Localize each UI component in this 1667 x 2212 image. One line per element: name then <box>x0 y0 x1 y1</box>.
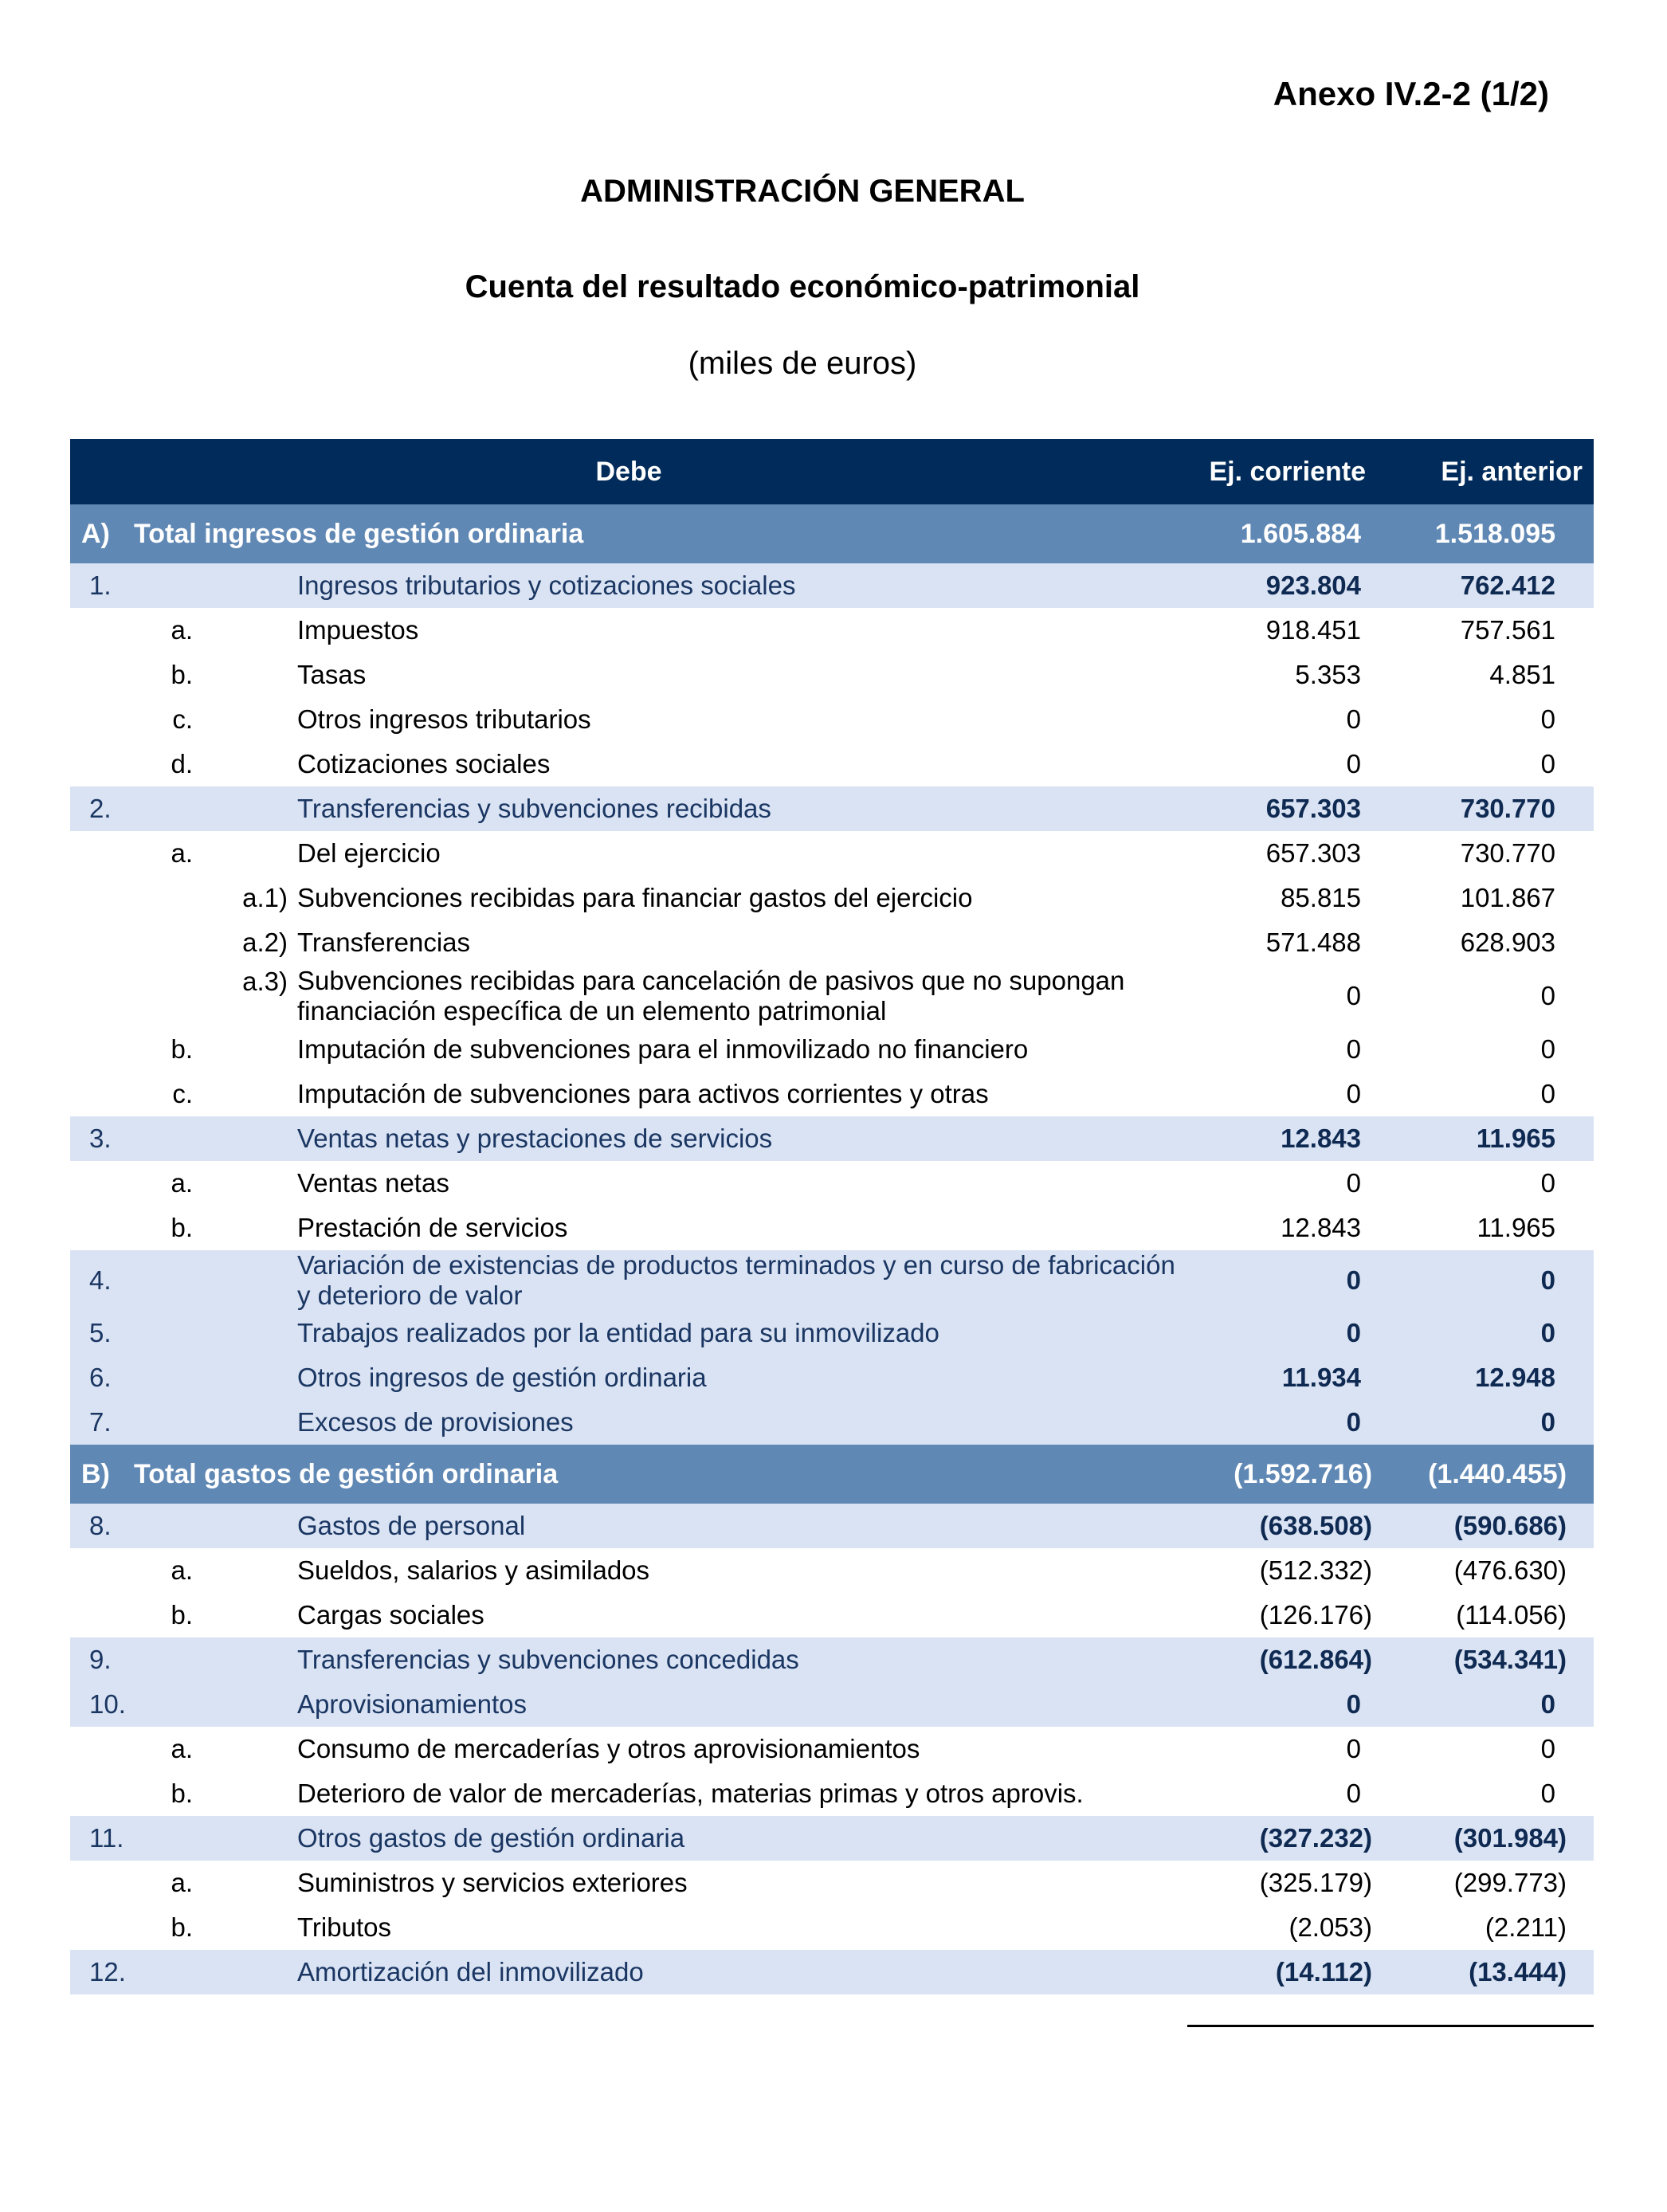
row-label: Subvenciones recibidas para cancelación de pasivos que no supongan financiación específica de un elemento patrimonial <box>297 965 1187 1027</box>
row-label: Cotizaciones sociales <box>297 742 1187 786</box>
value-previous: 0 <box>1382 697 1594 742</box>
row-code: 8. <box>70 1504 297 1548</box>
units-note: (miles de euros) <box>688 346 917 381</box>
table-row <box>70 1161 1594 1206</box>
value-previous: 757.561 <box>1382 608 1594 653</box>
value-previous: (13.444) <box>1382 1950 1594 1994</box>
value-previous: (590.686) <box>1382 1504 1594 1548</box>
value-previous: 0 <box>1382 1027 1594 1072</box>
value-current: 11.934 <box>1187 1355 1382 1400</box>
row-label: Transferencias <box>297 920 1187 965</box>
row-label: Imputación de subvenciones para activos corrientes y otras <box>297 1072 1187 1116</box>
value-previous: 730.770 <box>1382 831 1594 876</box>
row-code: a.1) <box>209 876 297 920</box>
row-label: Excesos de provisiones <box>297 1400 1187 1445</box>
table-row <box>70 786 1594 831</box>
value-current: 657.303 <box>1187 786 1382 831</box>
row-code: 5. <box>70 1311 297 1355</box>
value-previous: 11.965 <box>1382 1206 1594 1250</box>
value-current: 918.451 <box>1187 608 1382 653</box>
row-code: a. <box>129 1861 209 1905</box>
table-row <box>70 1905 1594 1950</box>
table-row <box>70 1116 1594 1161</box>
row-label: Deterioro de valor de mercaderías, materias primas y otros aprovis. <box>297 1771 1187 1816</box>
table-row <box>70 653 1594 697</box>
row-label: Transferencias y subvenciones concedidas <box>297 1637 1187 1682</box>
value-previous: 0 <box>1382 1072 1594 1116</box>
row-label: Ingresos tributarios y cotizaciones sociales <box>297 563 1187 608</box>
table-row <box>70 1816 1594 1861</box>
row-code: a. <box>129 608 209 653</box>
table-row <box>70 831 1594 876</box>
value-previous: 730.770 <box>1382 786 1594 831</box>
value-previous: 4.851 <box>1382 653 1594 697</box>
row-label: Aprovisionamientos <box>297 1682 1187 1727</box>
value-current: 1.605.884 <box>1187 504 1382 563</box>
row-label: Amortización del inmovilizado <box>297 1950 1187 1994</box>
table-header-row <box>70 439 1594 504</box>
value-previous: 762.412 <box>1382 563 1594 608</box>
value-current: 0 <box>1187 1072 1382 1116</box>
row-code: 2. <box>70 786 297 831</box>
table-row <box>70 1637 1594 1682</box>
table-row <box>70 608 1594 653</box>
table-row <box>70 1727 1594 1771</box>
value-current: (327.232) <box>1187 1816 1382 1861</box>
value-current: 0 <box>1187 1311 1382 1355</box>
annex-reference: Anexo IV.2-2 (1/2) <box>1273 75 1549 112</box>
row-label: Suministros y servicios exteriores <box>297 1861 1187 1905</box>
row-code: 4. <box>70 1250 297 1311</box>
row-code: B) <box>70 1445 129 1504</box>
row-label: Prestación de servicios <box>297 1206 1187 1250</box>
table-row <box>70 1861 1594 1905</box>
row-code: a.2) <box>209 920 297 965</box>
value-current: (14.112) <box>1187 1950 1382 1994</box>
value-current: (512.332) <box>1187 1548 1382 1593</box>
row-code: b. <box>129 1771 209 1816</box>
value-previous: 0 <box>1382 1250 1594 1311</box>
value-current: (638.508) <box>1187 1504 1382 1548</box>
value-current: 0 <box>1187 1027 1382 1072</box>
value-previous: 0 <box>1382 742 1594 786</box>
table-row <box>70 742 1594 786</box>
value-previous: 1.518.095 <box>1382 504 1594 563</box>
row-label: Otros ingresos de gestión ordinaria <box>297 1355 1187 1400</box>
row-label: Variación de existencias de productos terminados y en curso de fabricación y deterioro de valor <box>297 1250 1187 1311</box>
table-row <box>70 1250 1594 1311</box>
table-row <box>70 1548 1594 1593</box>
value-current: 5.353 <box>1187 653 1382 697</box>
value-previous: 0 <box>1382 1311 1594 1355</box>
value-previous: 12.948 <box>1382 1355 1594 1400</box>
row-code: b. <box>129 1206 209 1250</box>
document-title: ADMINISTRACIÓN GENERAL <box>580 174 1025 209</box>
value-current: 571.488 <box>1187 920 1382 965</box>
value-previous: (2.211) <box>1382 1905 1594 1950</box>
value-previous: (299.773) <box>1382 1861 1594 1905</box>
table-row <box>70 1771 1594 1816</box>
row-code: 1. <box>70 563 297 608</box>
table-row <box>70 1593 1594 1637</box>
row-label: Total gastos de gestión ordinaria <box>129 1445 1187 1504</box>
results-table <box>70 439 1594 1994</box>
row-code: 9. <box>70 1637 297 1682</box>
table-row <box>70 1400 1594 1445</box>
row-label: Trabajos realizados por la entidad para su inmovilizado <box>297 1311 1187 1355</box>
value-current: 0 <box>1187 1682 1382 1727</box>
table-row <box>70 1311 1594 1355</box>
row-label: Tasas <box>297 653 1187 697</box>
row-label: Transferencias y subvenciones recibidas <box>297 786 1187 831</box>
header-debe: Debe <box>70 439 1187 504</box>
row-label: Tributos <box>297 1905 1187 1950</box>
row-code: 10. <box>70 1682 297 1727</box>
value-current: 12.843 <box>1187 1206 1382 1250</box>
row-code: a. <box>129 1727 209 1771</box>
row-code: 7. <box>70 1400 297 1445</box>
value-current: (1.592.716) <box>1187 1445 1382 1504</box>
value-current: 0 <box>1187 1727 1382 1771</box>
row-code: 3. <box>70 1116 297 1161</box>
row-code: d. <box>129 742 209 786</box>
row-code: a.3) <box>209 965 297 1027</box>
section-row-b <box>70 1445 1594 1504</box>
value-previous: 0 <box>1382 1161 1594 1206</box>
table-row <box>70 697 1594 742</box>
table-row <box>70 1072 1594 1116</box>
value-previous: (1.440.455) <box>1382 1445 1594 1504</box>
value-previous: (301.984) <box>1382 1816 1594 1861</box>
row-code: a. <box>129 831 209 876</box>
value-current: (612.864) <box>1187 1637 1382 1682</box>
row-label: Subvenciones recibidas para financiar gastos del ejercicio <box>297 876 1187 920</box>
row-label: Otros gastos de gestión ordinaria <box>297 1816 1187 1861</box>
row-label: Gastos de personal <box>297 1504 1187 1548</box>
value-previous: 0 <box>1382 1771 1594 1816</box>
value-current: 12.843 <box>1187 1116 1382 1161</box>
table-row <box>70 920 1594 965</box>
row-code: b. <box>129 1027 209 1072</box>
row-code: a. <box>129 1161 209 1206</box>
header-current-year: Ej. corriente <box>1187 439 1382 504</box>
row-code: c. <box>129 697 209 742</box>
value-current: 657.303 <box>1187 831 1382 876</box>
row-code: 6. <box>70 1355 297 1400</box>
totals-underline <box>1187 2025 1594 2027</box>
value-current: (126.176) <box>1187 1593 1382 1637</box>
row-code: b. <box>129 1593 209 1637</box>
row-label: Ventas netas <box>297 1161 1187 1206</box>
row-label: Ventas netas y prestaciones de servicios <box>297 1116 1187 1161</box>
value-current: 0 <box>1187 697 1382 742</box>
row-label: Consumo de mercaderías y otros aprovisionamientos <box>297 1727 1187 1771</box>
row-code: b. <box>129 1905 209 1950</box>
value-previous: (476.630) <box>1382 1548 1594 1593</box>
row-label: Del ejercicio <box>297 831 1187 876</box>
table-row <box>70 876 1594 920</box>
table-row <box>70 1027 1594 1072</box>
row-code: b. <box>129 653 209 697</box>
table-row <box>70 563 1594 608</box>
value-previous: 0 <box>1382 1682 1594 1727</box>
row-code: a. <box>129 1548 209 1593</box>
value-current: 85.815 <box>1187 876 1382 920</box>
table-row <box>70 1682 1594 1727</box>
value-previous: 0 <box>1382 965 1594 1027</box>
row-code: 11. <box>70 1816 297 1861</box>
document-subtitle: Cuenta del resultado económico-patrimonial <box>465 269 1140 304</box>
value-current: 0 <box>1187 1161 1382 1206</box>
section-row-a <box>70 504 1594 563</box>
value-current: (325.179) <box>1187 1861 1382 1905</box>
value-current: 923.804 <box>1187 563 1382 608</box>
value-previous: 0 <box>1382 1727 1594 1771</box>
value-current: 0 <box>1187 1250 1382 1311</box>
row-code: c. <box>129 1072 209 1116</box>
value-previous: (114.056) <box>1382 1593 1594 1637</box>
value-current: 0 <box>1187 965 1382 1027</box>
row-code: 12. <box>70 1950 297 1994</box>
value-previous: (534.341) <box>1382 1637 1594 1682</box>
row-label: Sueldos, salarios y asimilados <box>297 1548 1187 1593</box>
value-current: 0 <box>1187 742 1382 786</box>
row-label: Total ingresos de gestión ordinaria <box>129 504 1187 563</box>
row-label: Impuestos <box>297 608 1187 653</box>
table-row <box>70 965 1594 1027</box>
table-row <box>70 1355 1594 1400</box>
table-row <box>70 1950 1594 1994</box>
value-previous: 628.903 <box>1382 920 1594 965</box>
value-previous: 0 <box>1382 1400 1594 1445</box>
row-label: Imputación de subvenciones para el inmovilizado no financiero <box>297 1027 1187 1072</box>
value-current: 0 <box>1187 1771 1382 1816</box>
value-previous: 101.867 <box>1382 876 1594 920</box>
header-previous-year: Ej. anterior <box>1382 439 1594 504</box>
value-current: 0 <box>1187 1400 1382 1445</box>
row-label: Otros ingresos tributarios <box>297 697 1187 742</box>
table-row <box>70 1206 1594 1250</box>
value-previous: 11.965 <box>1382 1116 1594 1161</box>
row-code: A) <box>70 504 129 563</box>
table-row <box>70 1504 1594 1548</box>
value-current: (2.053) <box>1187 1905 1382 1950</box>
row-label: Cargas sociales <box>297 1593 1187 1637</box>
